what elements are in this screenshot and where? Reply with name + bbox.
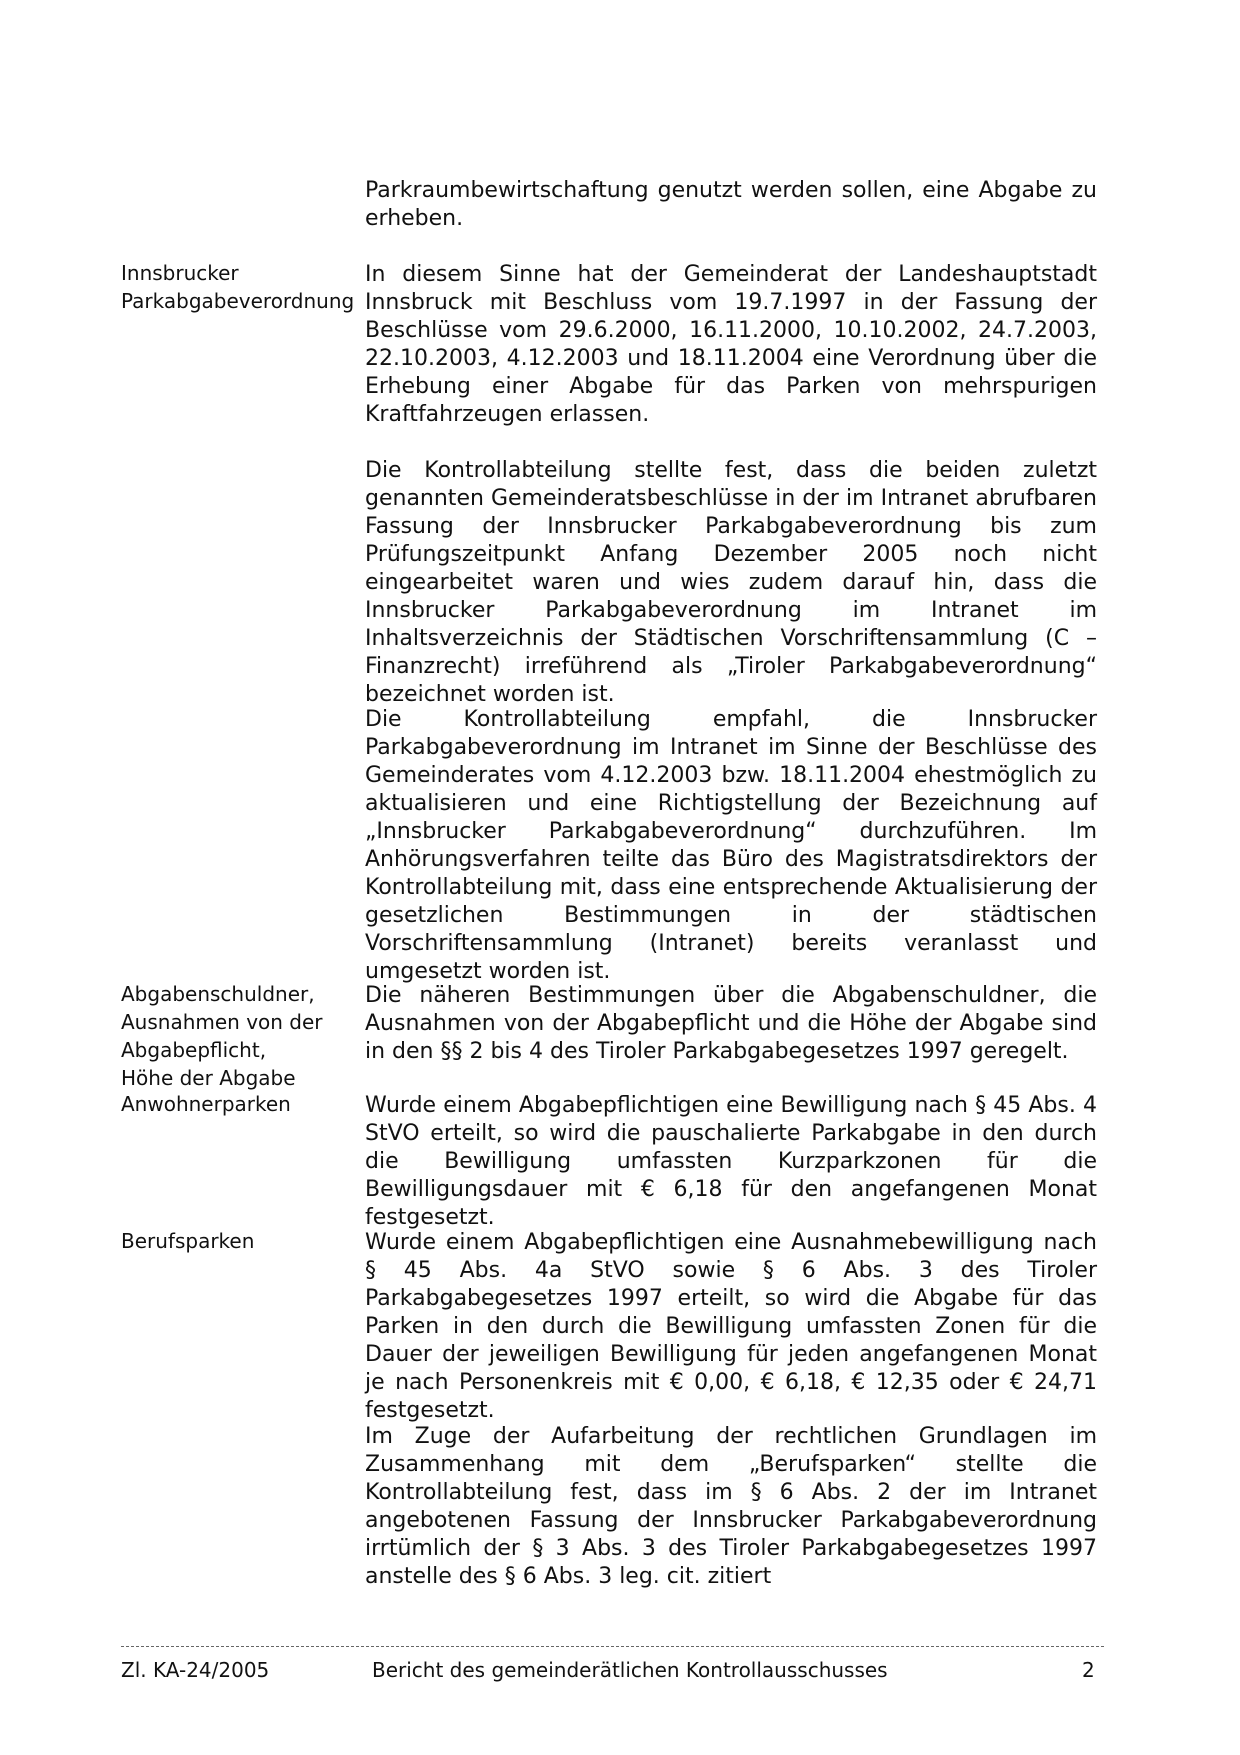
paragraph-anwohnerparken: Wurde einem Abgabepflichtigen eine Bewilligung nach § 45 Abs. 4 StVO erteilt, so wird die pauschalierte Parkabgabe in den durch die Bewilligung umfassten Kurzparkzonen für die Bewilligungsdauer mit € 6,18 für den angefangenen Monat festgesetzt. — [365, 1093, 1097, 1230]
footer-reference: Zl. KA-24/2005 — [121, 1658, 270, 1682]
margin-note-berufsparken: Berufsparken — [121, 1229, 255, 1253]
margin-note-innsbrucker-parkabgabeverordnung: Innsbrucker Parkabgabeverordnung — [121, 261, 355, 313]
paragraph-kontrollabteilung-empfehlung: Die Kontrollabteilung empfahl, die Innsbrucker Parkabgabeverordnung im Intranet im Sinne der Beschlüsse des Gemeinderates vom 4.12.2003 bzw. 18.11.2004 ehestmöglich zu aktualisieren und eine Richtigstellung der Bezeichnung auf „Innsbrucker Parkabgabeverordnung“ durchzuführen. Im Anhörungsverfahren teilte das Büro des Magistratsdirektors der Kontrollabteilung mit, dass eine entsprechende Aktualisierung der gesetzlichen Bestimmungen in der städtischen Vorschriftensammlung (Intranet) bereits veranlasst und umgesetzt worden ist. — [365, 707, 1097, 984]
footer-title: Bericht des gemeinderätlichen Kontrollausschusses — [372, 1658, 888, 1682]
paragraph-verordnung: In diesem Sinne hat der Gemeinderat der Landeshauptstadt Innsbruck mit Beschluss vom 19.7.1997 in der Fassung der Beschlüsse vom 29.6.2000, 16.11.2000, 10.10.2002, 24.7.2003, 22.10.2003, 4.12.2003 und 18.11.2004 eine Verordnung über die Erhebung einer Abgabe für das Parken von mehrspurigen Kraftfahrzeugen erlassen. — [365, 262, 1097, 427]
paragraph-berufsparken-feststellung: Im Zuge der Aufarbeitung der rechtlichen Grundlagen im Zusammenhang mit dem „Berufsparken“ stellte die Kontrollabteilung fest, dass im § 6 Abs. 2 der im Intranet angebotenen Fassung der Innsbrucker Parkabgabeverordnung irrtümlich der § 3 Abs. 3 des Tiroler Parkabgabegesetzes 1997 anstelle des § 6 Abs. 3 leg. cit. zitiert — [365, 1424, 1097, 1589]
footer-divider — [121, 1646, 1104, 1647]
paragraph-kontrollabteilung-feststellung: Die Kontrollabteilung stellte fest, dass die beiden zuletzt genannten Gemeinderatsbeschlüsse in der im Intranet abrufbaren Fassung der Innsbrucker Parkabgabeverordnung bis zum Prüfungszeitpunkt Anfang Dezember 2005 noch nicht eingearbeitet waren und wies zudem darauf hin, dass die Innsbrucker Parkabgabeverordnung im Intranet im Inhaltsverzeichnis der Städtischen Vorschriftensammlung (C – Finanzrecht) irreführend als „Tiroler Parkabgabeverordnung“ bezeichnet worden ist. — [365, 458, 1097, 707]
paragraph-abgabenschuldner: Die näheren Bestimmungen über die Abgabenschuldner, die Ausnahmen von der Abgabepflicht und die Höhe der Abgabe sind in den §§ 2 bis 4 des Tiroler Parkabgabegesetzes 1997 geregelt. — [365, 983, 1097, 1064]
paragraph-berufsparken: Wurde einem Abgabepflichtigen eine Ausnahmebewilligung nach § 45 Abs. 4a StVO sowie § 6 Abs. 3 des Tiroler Parkabgabegesetzes 1997 erteilt, so wird die Abgabe für das Parken in den durch die Bewilligung umfassten Zonen für die Dauer der jeweiligen Bewilligung für jeden angefangenen Monat je nach Personenkreis mit € 0,00, € 6,18, € 12,35 oder € 24,71 festgesetzt. — [365, 1230, 1097, 1423]
margin-note-anwohnerparken: Anwohnerparken — [121, 1092, 291, 1116]
margin-note-abgabenschuldner: Abgabenschuldner, Ausnahmen von der Abgabepflicht, Höhe der Abgabe — [121, 982, 323, 1090]
paragraph-intro-continuation: Parkraumbewirtschaftung genutzt werden sollen, eine Abgabe zu erheben. — [365, 178, 1097, 231]
footer-page-number: 2 — [1082, 1658, 1095, 1682]
